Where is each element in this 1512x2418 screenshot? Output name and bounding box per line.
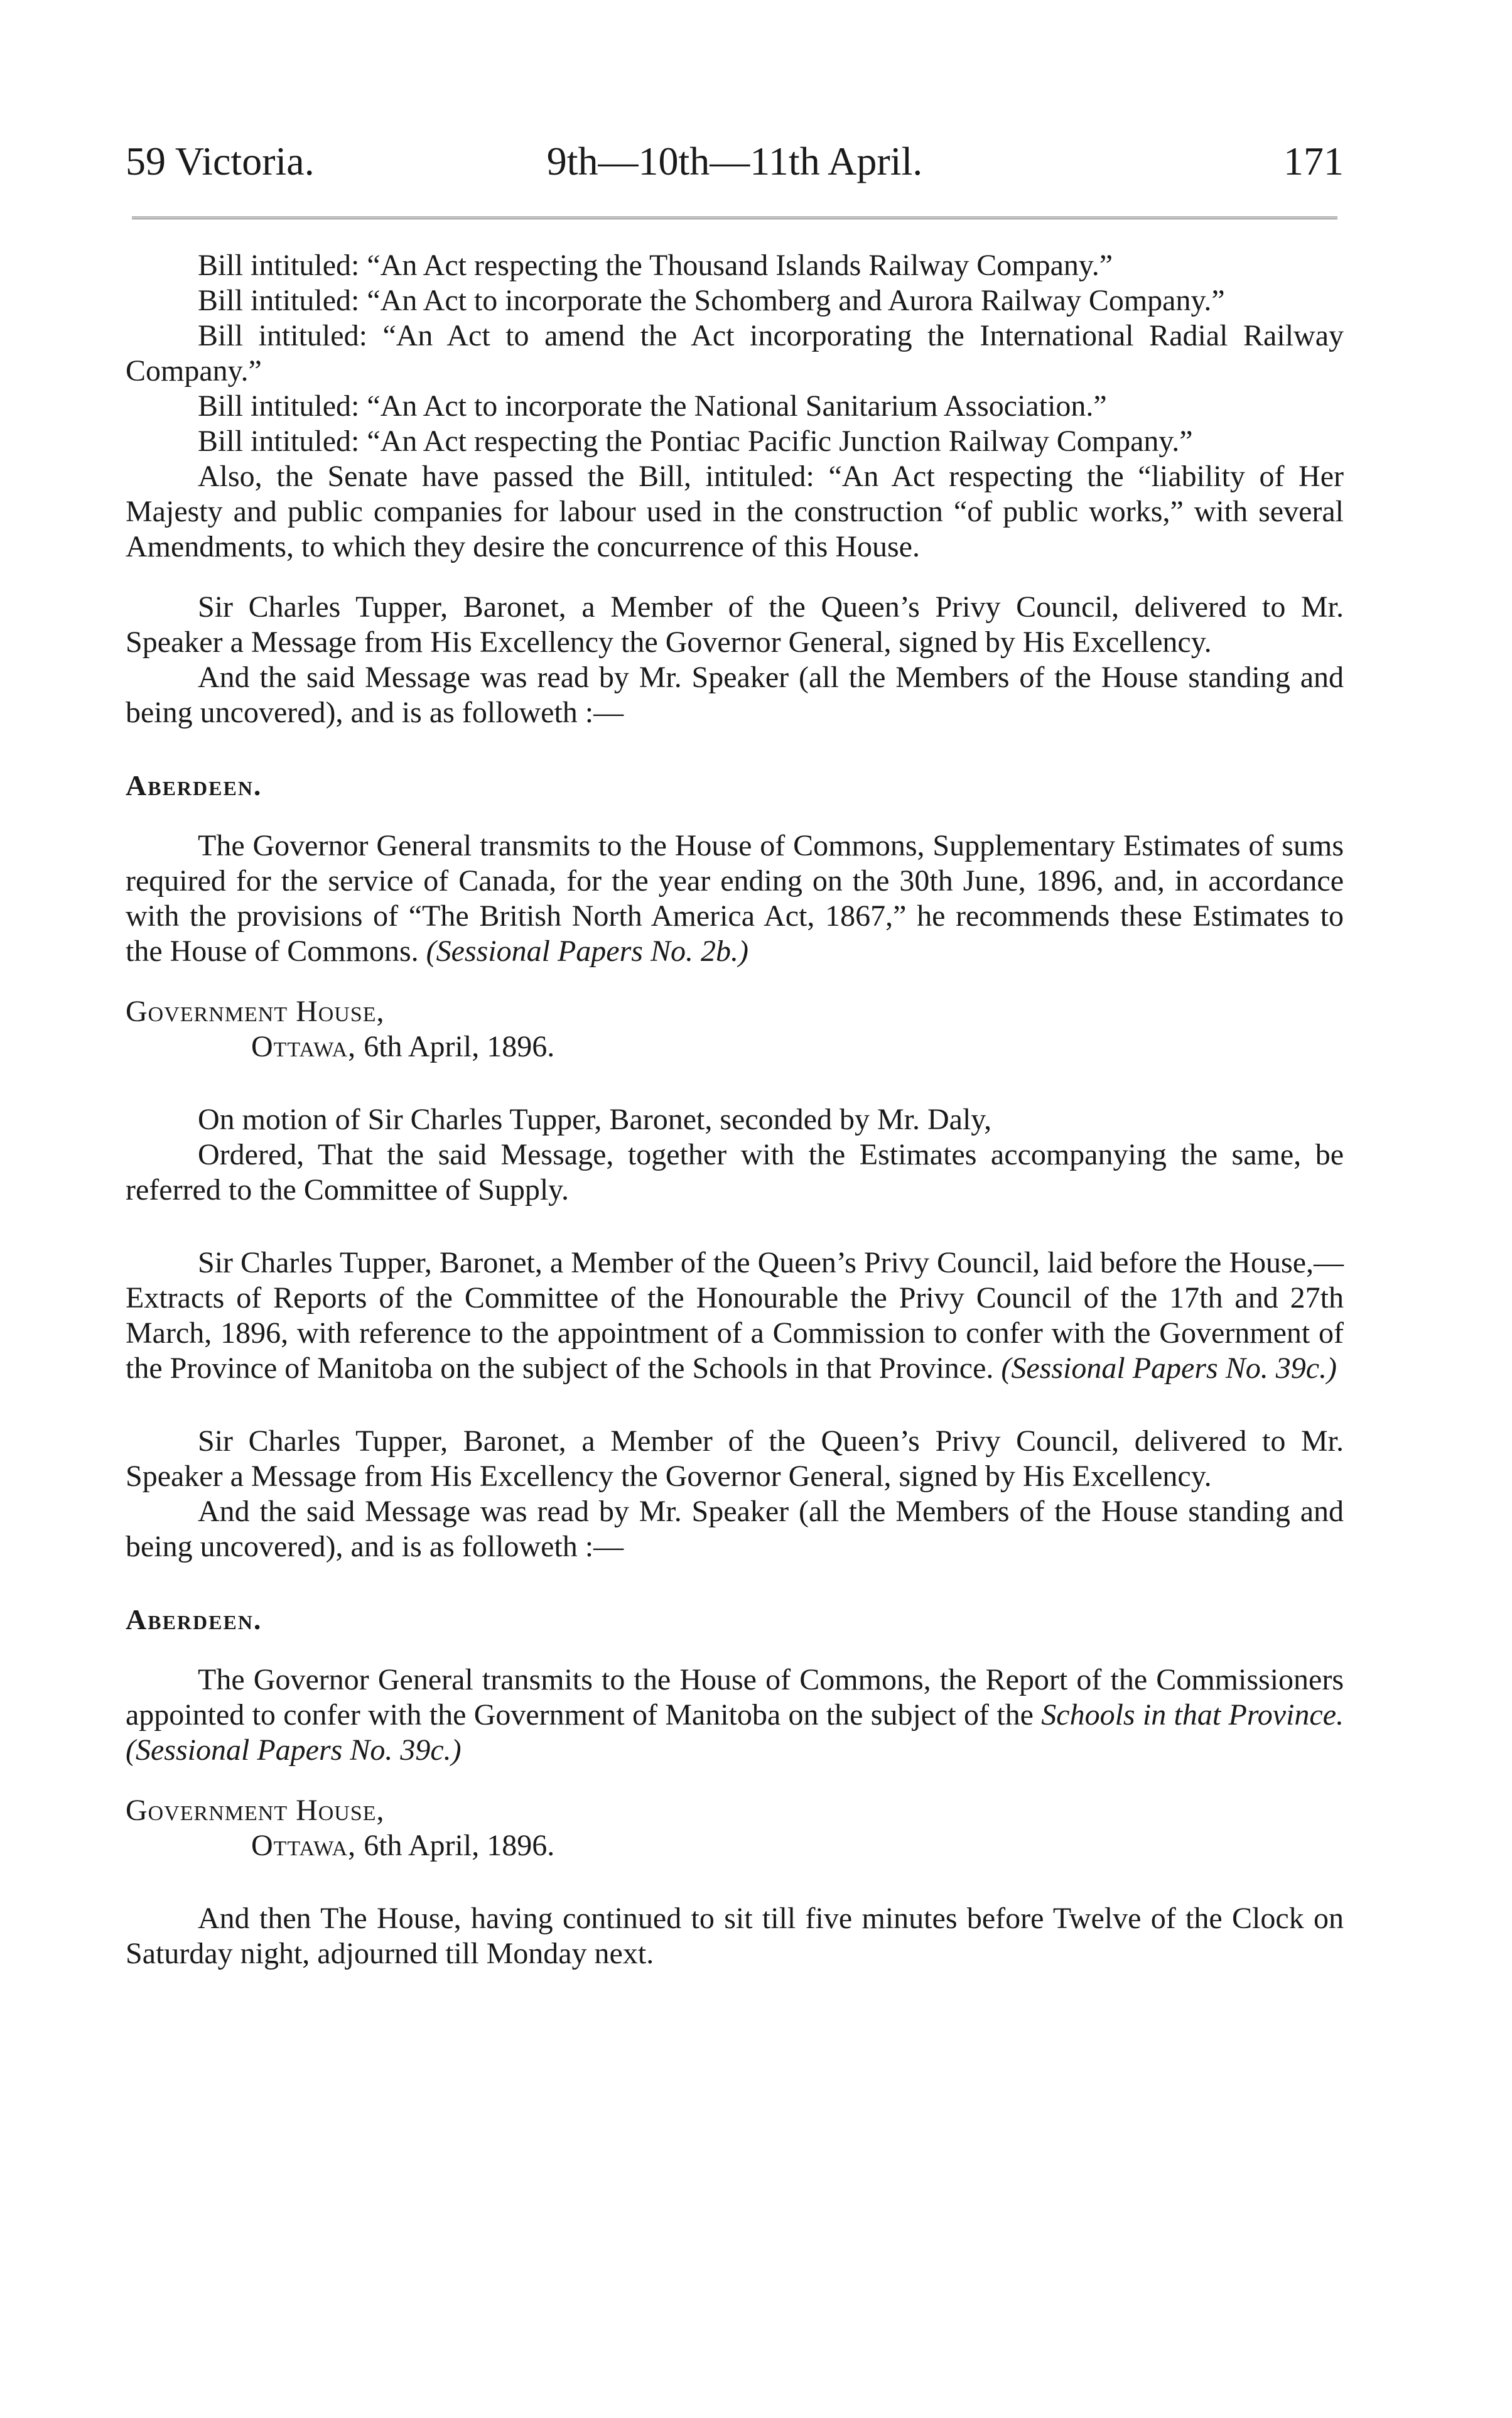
paragraph: Bill intituled: “An Act to incorporate the Schomberg and Aurora Railway Company.” [198,284,1225,317]
paragraph: And then The House, having continued to sit till five minutes before Twelve of the Clock on Saturday night, adjourned till Monday next. [126,1902,1344,1970]
paragraph: Sir Charles Tupper, Baronet, a Member of the Queen’s Privy Council, delivered to Mr. Speaker a Message from His Excellency the Governor General, signed by His Excellency. [126,590,1344,659]
header-volume: 59 Victoria. [126,139,315,183]
message-body: The Governor General transmits to the House of Commons, Supplementary Estimates of sums required for the service of Canada, for the year ending on the 30th June, 1896, and, in accordance with the provisions of “The British North America Act, 1867,” he recommends these Estimates to the House of Commons. [126,829,1344,968]
paragraph [126,1245,1344,1386]
message-body: The Governor General transmits to the House of Commons, the Report of the Commissioners appointed to confer with the Government of Manitoba on the subject of the [126,1663,1344,1732]
government-house-line: Government House, [126,995,385,1028]
paragraph: Ordered, That the said Message, together with the Estimates accompanying the same, be referred to the Committee of Supply. [126,1138,1344,1206]
paragraph-text: Sir Charles Tupper, Baronet, a Member of the Queen’s Privy Council, laid before the House,—Extracts of Reports of the Committee of the Honourable the Privy Council of the 17th and 27th March, 1896, with reference to the appointment of a Commission to confer with the Government of the Province of Manitoba on the subject of the Schools in that Province. [126,1246,1344,1385]
dateline-date: 6th April, 1896. [364,1829,555,1862]
message-text [126,1662,1344,1768]
dateline [126,1828,1344,1863]
paragraph: Bill intituled: “An Act respecting the Thousand Islands Railway Company.” [198,249,1113,282]
message-text [126,828,1344,969]
sessional-paper-ref: (Sessional Papers No. 39c.) [126,1733,462,1767]
page-number: 171 [1283,139,1344,183]
dateline-date: 6th April, 1896. [364,1030,555,1063]
dateline-city: Ottawa, [251,1030,357,1063]
dateline-city: Ottawa, [251,1829,357,1862]
sessional-paper-ref: (Sessional Papers No. 2b.) [426,935,748,968]
sessional-paper-ref: (Sessional Papers No. 39c.) [1001,1352,1337,1385]
running-header [126,126,1344,195]
paragraph: Sir Charles Tupper, Baronet, a Member of the Queen’s Privy Council, delivered to Mr. Speaker a Message from His Excellency the Governor General, signed by His Excellency. [126,1424,1344,1493]
dateline [126,1029,1344,1065]
header-rule [132,217,1337,219]
paragraph: Bill intituled: “An Act to amend the Act incorporating the International Radial Railway Company.” [126,319,1344,388]
message-italic: Schools in that Province. [1041,1698,1344,1732]
paragraph: Bill intituled: “An Act to incorporate the National Sanitarium Association.” [198,389,1107,423]
header-dates: 9th—10th—11th April. [546,139,923,183]
paragraph: Also, the Senate have passed the Bill, intituled: “An Act respecting the “liability of Her Majesty and public companies for labour used in the construction “of public works,” with several Amendments, to which they desire the concurrence of this House. [126,460,1344,563]
page-body [126,248,1344,1971]
paragraph: On motion of Sir Charles Tupper, Baronet, seconded by Mr. Daly, [198,1103,992,1136]
paragraph: And the said Message was read by Mr. Speaker (all the Members of the House standing and being uncovered), and is as followeth :— [126,661,1344,729]
government-house-line: Government House, [126,1794,385,1827]
signature-heading: Aberdeen. [126,1603,262,1635]
paragraph: And the said Message was read by Mr. Speaker (all the Members of the House standing and being uncovered), and is as followeth :— [126,1495,1344,1563]
signature-heading: Aberdeen. [126,769,262,801]
paragraph: Bill intituled: “An Act respecting the Pontiac Pacific Junction Railway Company.” [198,425,1193,458]
